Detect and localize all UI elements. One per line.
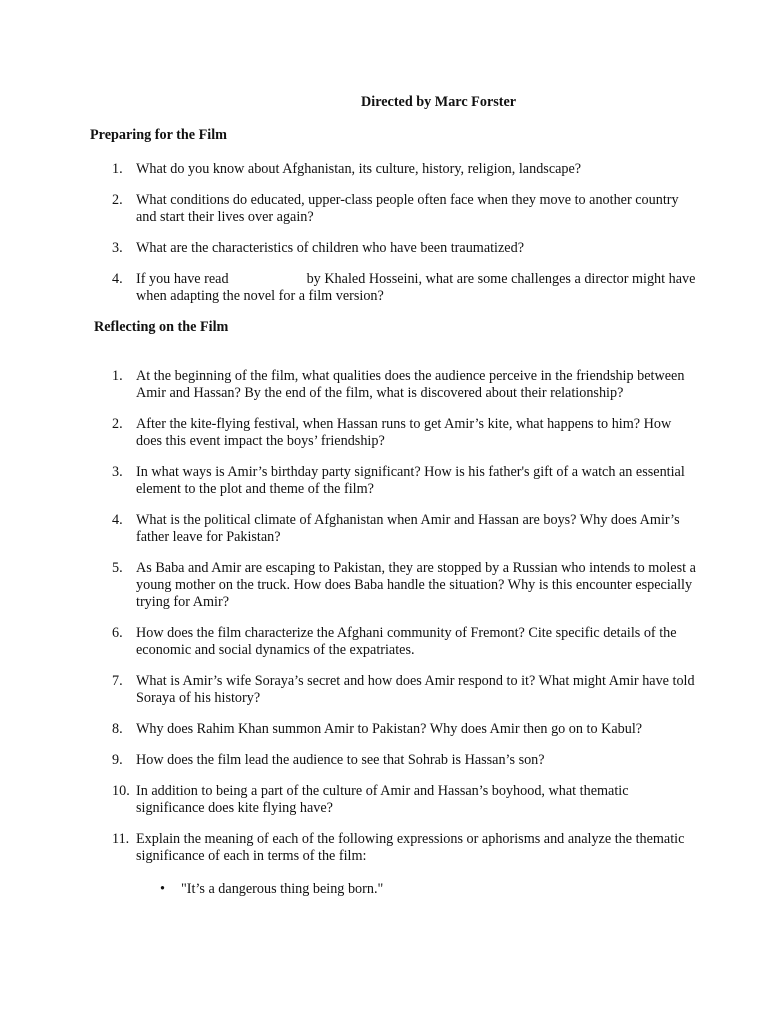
question-item	[112, 560, 696, 611]
question-number: 4.	[112, 271, 123, 287]
question-item	[112, 752, 696, 769]
question-item	[112, 673, 696, 707]
question-text: What is the political climate of Afghanistan when Amir and Hassan are boys? Why does Amir’s father leave for Pakistan?	[136, 512, 680, 545]
question-item	[112, 271, 696, 305]
question-item	[112, 368, 696, 402]
question-text-after-gap: by Khaled Hosseini, what are some challenges a director might have when adapting the novel for a film version?	[136, 271, 696, 304]
question-text: What are the characteristics of children who have been traumatized?	[136, 240, 524, 256]
question-number: 9.	[112, 752, 123, 768]
question-text-before-gap: If you have read	[136, 271, 229, 287]
bullet-icon: •	[160, 881, 165, 897]
question-text: What is Amir’s wife Soraya’s secret and how does Amir respond to it? What might Amir have told Soraya of his history?	[136, 673, 695, 706]
question-number: 2.	[112, 192, 123, 208]
question-text: How does the film lead the audience to see that Sohrab is Hassan’s son?	[136, 752, 545, 768]
question-number: 11.	[112, 831, 130, 847]
question-number: 5.	[112, 560, 123, 576]
question-number: 1.	[112, 368, 123, 384]
question-number: 10.	[112, 783, 130, 799]
question-item	[112, 625, 696, 659]
question-text: After the kite-flying festival, when Hassan runs to get Amir’s kite, what happens to him? How does this event impact the boys’ friendship?	[136, 416, 672, 449]
question-text: In what ways is Amir’s birthday party significant? How is his father's gift of a watch an essential element to the plot and theme of the film?	[136, 464, 685, 497]
question-text: Explain the meaning of each of the following expressions or aphorisms and analyze the thematic significance of each in terms of the film:	[136, 831, 685, 864]
question-item	[112, 512, 696, 546]
question-text: Why does Rahim Khan summon Amir to Pakistan? Why does Amir then go on to Kabul?	[136, 721, 643, 737]
question-item	[112, 192, 696, 226]
question-text: How does the film characterize the Afghani community of Fremont? Cite specific details of the economic and social dynamics of the expatriates.	[136, 625, 677, 658]
question-number: 3.	[112, 464, 123, 480]
question-number: 4.	[112, 512, 123, 528]
question-number: 3.	[112, 240, 123, 256]
question-number: 2.	[112, 416, 123, 432]
preparing-question-list	[112, 161, 696, 319]
expression-list	[136, 881, 696, 898]
document-subtitle: Directed by Marc Forster	[361, 94, 517, 110]
expression-item	[136, 881, 696, 898]
question-text: In addition to being a part of the culture of Amir and Hassan’s boyhood, what thematic significance does kite flying have?	[136, 783, 629, 816]
question-item	[112, 161, 696, 178]
question-text: What do you know about Afghanistan, its culture, history, religion, landscape?	[136, 161, 582, 177]
question-text: What conditions do educated, upper-class people often face when they move to another country and start their lives over again?	[136, 192, 679, 225]
question-text: As Baba and Amir are escaping to Pakistan, they are stopped by a Russian who intends to molest a young mother on the truck. How does Baba handle the situation? Why is this encounter especially trying for Amir?	[136, 560, 696, 610]
expression-text: "It’s a dangerous thing being born."	[181, 881, 384, 897]
question-text: At the beginning of the film, what qualities does the audience perceive in the friendship between Amir and Hassan? By the end of the film, what is discovered about their relationship?	[136, 368, 685, 401]
question-number: 6.	[112, 625, 123, 641]
question-number: 1.	[112, 161, 123, 177]
section-heading-preparing: Preparing for the Film	[90, 127, 227, 143]
question-item	[112, 240, 696, 257]
question-item	[112, 831, 696, 898]
question-item	[112, 416, 696, 450]
question-item	[112, 464, 696, 498]
section-heading-reflecting: Reflecting on the Film	[94, 319, 229, 335]
question-item	[112, 721, 696, 738]
question-number: 8.	[112, 721, 123, 737]
question-item	[112, 783, 696, 817]
reflecting-question-list	[112, 368, 696, 912]
question-number: 7.	[112, 673, 123, 689]
